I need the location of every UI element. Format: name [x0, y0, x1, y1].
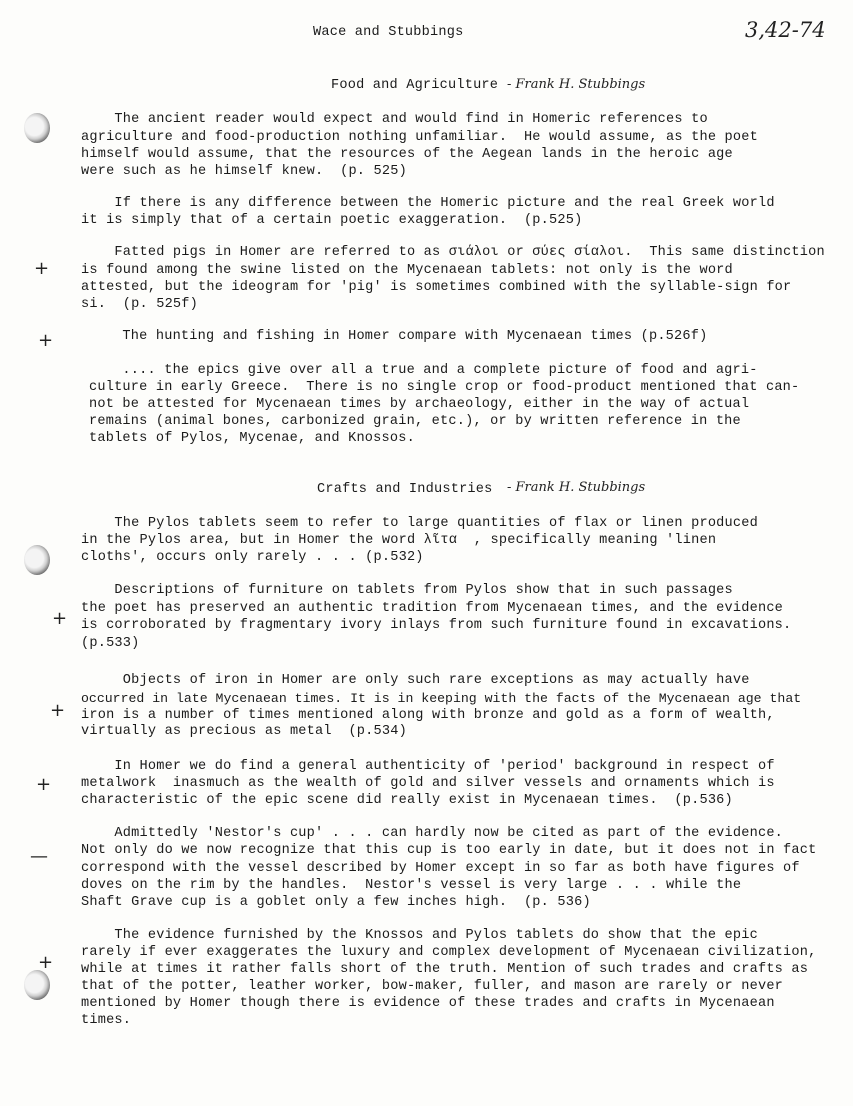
punch-hole-bottom — [24, 970, 50, 1000]
margin-plus-mark: + — [50, 700, 66, 721]
text-line: remains (animal bones, carbonized grain, etc.), or by written reference in the — [89, 414, 741, 429]
page-title: Wace and Stubbings — [313, 25, 464, 40]
text-line: The Pylos tablets seem to refer to large quantities of flax or linen produced — [81, 516, 758, 531]
text-line: In Homer we do find a general authenticity of 'period' background in respect of — [81, 759, 775, 774]
margin-dash-mark: — — [30, 846, 48, 867]
text-line: si. (p. 525f) — [81, 297, 199, 312]
text-line: that of the potter, leather worker, bow-maker, fuller, and mason are rarely or never — [81, 979, 784, 994]
text-line: If there is any difference between the Homeric picture and the real Greek world — [81, 196, 775, 211]
text-line: Admittedly 'Nestor's cup' . . . can hardly now be cited as part of the evidence. — [81, 826, 784, 841]
text-line: occurred in late Mycenaean times. It is in keeping with the facts of the Mycenaean age that — [81, 691, 802, 706]
text-line: mentioned by Homer though there is evidence of these trades and crafts in Mycenaean — [81, 996, 775, 1011]
section-heading-food: Food and Agriculture — [331, 78, 499, 93]
text-line: times. — [81, 1013, 132, 1028]
text-line: (p.533) — [81, 636, 140, 651]
text-line: virtually as precious as metal (p.534) — [81, 724, 407, 739]
text-line: Shaft Grave cup is a goblet only a few inches high. (p. 536) — [81, 895, 591, 910]
handwritten-ref-number: 3,42-74 — [745, 18, 826, 42]
text-line: while at times it rather falls short of the truth. Mention of such trades and crafts as — [81, 962, 809, 977]
text-line: correspond with the vessel described by Homer except in so far as both have figures of — [81, 861, 800, 876]
text-line: Not only do we now recognize that this cup is too early in date, but it does not in fact — [81, 843, 817, 858]
text-line: cloths', occurs only rarely . . . (p.532) — [81, 550, 424, 565]
text-line: metalwork inasmuch as the wealth of gold and silver vessels and ornaments which is — [81, 776, 775, 791]
text-line: the poet has preserved an authentic tradition from Mycenaean times, and the evidence — [81, 601, 784, 616]
text-line: tablets of Pylos, Mycenae, and Knossos. — [89, 431, 415, 446]
text-line: is corroborated by fragmentary ivory inlays from such furniture found in excavations. — [81, 618, 792, 633]
text-line: rarely if ever exaggerates the luxury and complex development of Mycenaean civilization, — [81, 945, 817, 960]
text-line: doves on the rim by the handles. Nestor's vessel is very large . . . while the — [81, 878, 742, 893]
text-line: attested, but the ideogram for 'pig' is sometimes combined with the syllable-sign for — [81, 280, 792, 295]
text-line: Descriptions of furniture on tablets from Pylos show that in such passages — [81, 583, 733, 598]
margin-plus-mark: + — [38, 952, 54, 973]
text-line: characteristic of the epic scene did really exist in Mycenaean times. (p.536) — [81, 793, 733, 808]
margin-plus-mark: + — [52, 608, 68, 629]
margin-plus-mark: + — [34, 258, 50, 279]
text-line: Fatted pigs in Homer are referred to as σιάλοι or σύες σίαλοι. This same distinction — [81, 245, 825, 260]
punch-hole-top — [24, 113, 50, 143]
text-line: Objects of iron in Homer are only such rare exceptions as may actually have — [81, 673, 750, 688]
text-line: .... the epics give over all a true and a complete picture of food and agri- — [89, 363, 758, 378]
punch-hole-middle — [24, 545, 50, 575]
text-line: The hunting and fishing in Homer compare with Mycenaean times (p.526f) — [89, 329, 708, 344]
text-line: culture in early Greece. There is no single crop or food-product mentioned that can- — [89, 380, 800, 395]
text-line: in the Pylos area, but in Homer the word λῖτα , specifically meaning 'linen — [81, 533, 717, 548]
text-line: not be attested for Mycenaean times by archaeology, either in the way of actual — [89, 397, 750, 412]
text-line: The evidence furnished by the Knossos and Pylos tablets do show that the epic — [81, 928, 758, 943]
text-line: The ancient reader would expect and would find in Homeric references to — [81, 112, 708, 127]
text-line: were such as he himself knew. (p. 525) — [81, 164, 407, 179]
text-line: himself would assume, that the resources of the Aegean lands in the heroic age — [81, 147, 733, 162]
section-heading-crafts: Crafts and Industries — [317, 482, 493, 497]
margin-plus-mark: + — [38, 330, 54, 351]
margin-plus-mark: + — [36, 774, 52, 795]
handwritten-author-note: - Frank H. Stubbings — [507, 77, 646, 92]
text-line: is found among the swine listed on the Mycenaean tablets: not only is the word — [81, 263, 733, 278]
text-line: agriculture and food-production nothing unfamiliar. He would assume, as the poet — [81, 130, 758, 145]
text-line: iron is a number of times mentioned along with bronze and gold as a form of wealth, — [81, 708, 775, 723]
text-line: it is simply that of a certain poetic exaggeration. (p.525) — [81, 213, 583, 228]
handwritten-author-note: - Frank H. Stubbings — [507, 480, 646, 495]
